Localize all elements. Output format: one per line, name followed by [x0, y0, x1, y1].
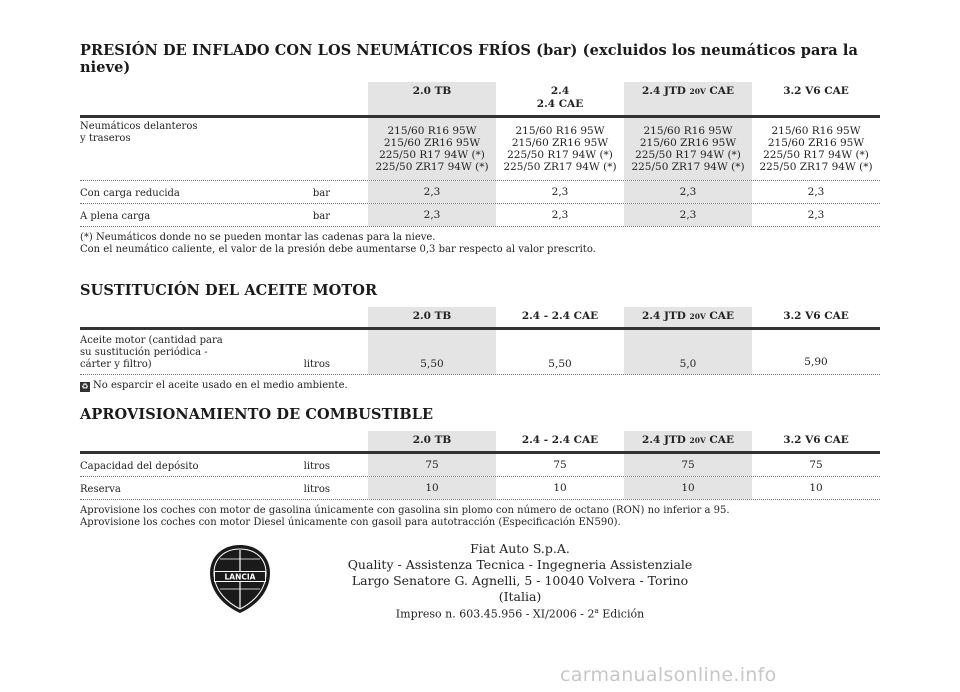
table-cell: 75 — [553, 459, 567, 471]
table-cell: 10 — [809, 482, 823, 494]
note-line: (*) Neumáticos donde no se pueden montar las cadenas para la nieve. — [80, 232, 436, 243]
table-row — [80, 181, 880, 204]
column-header: 3.2 V6 CAE — [783, 85, 849, 97]
fuel-table — [80, 431, 880, 500]
row-label: Neumáticos delanteros y traseros — [80, 121, 198, 144]
table-header — [80, 307, 880, 330]
row-label: Capacidad del depósito — [80, 461, 199, 472]
table-cell: 215/60 R16 95W 215/60 ZR16 95W 225/50 R17 94W (*) 225/50 ZR17 94W (*) — [368, 118, 496, 180]
recycle-icon: ♻ — [81, 382, 89, 391]
column-header: 2.4 JTD 20V CAE — [624, 82, 752, 115]
tire-pressure-title: PRESIÓN DE INFLADO CON LOS NEUMÁTICOS FRÍOS (bar) (excluidos los neumáticos para la nieve) — [80, 42, 858, 76]
row-unit: bar — [312, 211, 330, 222]
table-row — [80, 477, 880, 500]
table-cell: 2,3 — [624, 204, 752, 226]
table-cell: 5,50 — [548, 358, 572, 370]
row-unit: litros — [303, 461, 330, 472]
row-label: Reserva — [80, 484, 121, 495]
table-cell: 5,0 — [624, 330, 752, 374]
address: Largo Senatore G. Agnelli, 5 - 10040 Volvera - Torino (Italia) — [351, 573, 689, 604]
watermark: carmanualsonline.info — [560, 664, 777, 686]
department: Quality - Assistenza Tecnica - Ingegneria Assistenziale — [347, 557, 693, 572]
table-header — [80, 82, 880, 118]
table-cell: 2,3 — [807, 186, 825, 198]
table-cell: 2,3 — [551, 186, 569, 198]
print-reference: Impreso n. 603.45.956 - XI/2006 - 2$^a$ Edición — [395, 607, 645, 621]
tire-notes — [80, 232, 880, 256]
table-cell: 2,3 — [368, 204, 496, 226]
table-cell: 75 — [368, 454, 496, 476]
row-unit: litros — [303, 359, 330, 370]
note-line: Aprovisione los coches con motor Diesel únicamente con gasoil para autotracción (Especificación EN590). — [80, 517, 621, 528]
column-header: 2.0 TB — [368, 82, 496, 115]
table-cell: 215/60 R16 95W 215/60 ZR16 95W 225/50 R17 94W (*) 225/50 ZR17 94W (*) — [503, 125, 617, 173]
logo-text: LANCIA — [224, 572, 256, 582]
row-unit: bar — [312, 188, 330, 199]
table-cell: 75 — [624, 454, 752, 476]
table-cell: 2,3 — [807, 209, 825, 221]
document-page — [80, 42, 880, 529]
note-line: Aprovisione los coches con motor de gasolina únicamente con gasolina sin plomo con número de octano (RON) no inferior a 95. — [80, 505, 730, 516]
table-cell: 5,50 — [368, 330, 496, 374]
table-cell: 215/60 R16 95W 215/60 ZR16 95W 225/50 R17 94W (*) 225/50 ZR17 94W (*) — [759, 125, 873, 173]
row-label: Con carga reducida — [80, 188, 180, 199]
row-label: Aceite motor (cantidad para su sustitución periódica - cárter y filtro) — [80, 335, 223, 370]
table-cell: 10 — [553, 482, 567, 494]
table-row — [80, 330, 880, 375]
table-cell: 2,3 — [551, 209, 569, 221]
column-header: 3.2 V6 CAE — [783, 310, 849, 322]
lancia-logo — [208, 543, 272, 615]
note-line: Con el neumático caliente, el valor de la presión debe aumentarse 0,3 bar respecto al valor prescrito. — [80, 244, 596, 255]
company-name: Fiat Auto S.p.A. — [470, 541, 570, 556]
row-unit: litros — [303, 484, 330, 495]
publisher-footer — [330, 541, 710, 621]
column-header: 2.4 - 2.4 CAE — [521, 434, 599, 446]
table-cell: 2,3 — [368, 181, 496, 203]
fuel-notes — [80, 505, 880, 529]
row-label: A plena carga — [80, 211, 151, 222]
oil-note: ♻ No esparcir el aceite usado en el medio ambiente. — [81, 380, 348, 391]
table-cell: 2,3 — [624, 181, 752, 203]
table-cell: 215/60 R16 95W 215/60 ZR16 95W 225/50 R17 94W (*) 225/50 ZR17 94W (*) — [624, 118, 752, 180]
column-header: 3.2 V6 CAE — [783, 434, 849, 446]
table-cell: 10 — [624, 477, 752, 499]
column-header: 2.4 JTD 20V CAE — [624, 431, 752, 451]
tire-pressure-table — [80, 82, 880, 227]
fuel-title: APROVISIONAMIENTO DE COMBUSTIBLE — [80, 406, 434, 423]
table-cell: 75 — [809, 459, 823, 471]
oil-title: SUSTITUCIÓN DEL ACEITE MOTOR — [80, 282, 378, 299]
table-row — [80, 454, 880, 477]
table-cell: 10 — [368, 477, 496, 499]
column-header: 2.4 - 2.4 CAE — [521, 310, 599, 322]
table-row — [80, 118, 880, 181]
column-header: 2.4 JTD 20V CAE — [624, 307, 752, 327]
table-header — [80, 431, 880, 454]
column-header: 2.4 2.4 CAE — [536, 85, 584, 110]
table-row — [80, 204, 880, 227]
column-header: 2.0 TB — [368, 307, 496, 327]
oil-table — [80, 307, 880, 375]
table-cell: 5,90 — [804, 356, 828, 368]
column-header: 2.0 TB — [368, 431, 496, 451]
